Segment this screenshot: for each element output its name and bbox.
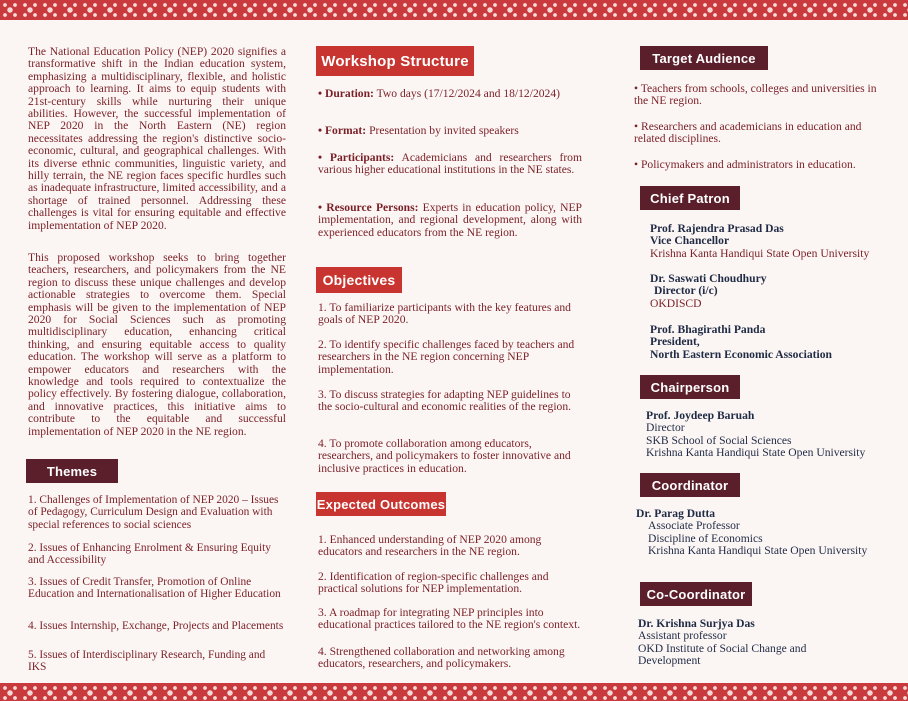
theme-item-1: 1. Challenges of Implementation of NEP 2020 – Issues of Pedagogy, Curriculum Design and Evaluation with special references to social sciences [28,494,279,531]
person-name: Prof. Bhagirathi Panda [650,323,766,336]
person-institution: Krishna Kanta Handiqui State Open University [648,544,868,558]
person-name: Dr. Parag Dutta [636,507,716,520]
intro-paragraph-2: This proposed workshop seeks to bring together teachers, researchers, and policymakers from the NE region to discuss these unique challenges and develop actionable strategies to overcome them. Special emphasis will be given to the implementation of NEP 2020 for Social Sciences such as promoting multidisciplinary education, enhancing critical thinking, and ensuring equitable access to quality education. The workshop will serve as a platform to empower educators and researchers with the knowledge and tools required to contextualize the policy effectively. By fostering dialogue, collaboration, and innovative practices, this initiative aims to contribute to the equitable and successful implementation of NEP 2020 in the NE region. [28,251,286,438]
person-role: Associate Professor [648,519,740,533]
workshop-resource-persons: • Resource Persons: Experts in education policy, NEP implementation, and regional development, along with experienced educators from the NE region. [318,201,582,239]
expected-outcomes-header: Expected Outcomes [316,492,446,516]
theme-item-2: 2. Issues of Enhancing Enrolment & Ensuring Equity and Accessibility [28,542,271,567]
workshop-duration: • Duration: Two days (17/12/2024 and 18/12/2024) [318,87,560,100]
theme-item-4: 4. Issues Internship, Exchange, Projects and Placements [28,620,284,632]
top-decorative-border [0,0,908,20]
person-department: Discipline of Economics [648,531,763,545]
chairperson-header: Chairperson [640,375,740,399]
person-name: Prof. Rajendra Prasad Das [650,222,784,235]
objective-item-1: 1. To familiarize participants with the key features and goals of NEP 2020. [318,301,571,327]
objective-item-2: 2. To identify specific challenges faced by teachers and researchers in the NE region concerning NEP implementation. [318,338,575,376]
middle-panel [310,22,590,681]
coordinator-header: Coordinator [640,473,740,497]
person-name: Dr. Krishna Surjya Das [638,617,755,630]
right-panel [630,22,892,681]
workshop-format: • Format: Presentation by invited speakers [318,124,519,137]
patron-person-1 [650,223,892,260]
chairperson-person [646,410,892,460]
target-audience-header: Target Audience [640,46,768,70]
workshop-participants: • Participants: Academicians and researchers from various higher educational institutions in the NE states. [318,151,582,177]
workshop-structure-header: Workshop Structure [316,46,474,76]
co-coordinator-person [638,618,868,668]
intro-paragraph-1: The National Education Policy (NEP) 2020 signifies a transformative shift in the Indian education system, emphasizing a multidisciplinary, flexible, and holistic approach to learning. It aims to equip students with 21st-century skills while nurturing their unique abilities. However, the successful implementation of NEP 2020 in the North Eastern (NE) region necessitates addressing the region's distinctive socio-economic, cultural, and geographical challenges. With its diverse ethnic communities, linguistic variety, and hilly terrain, the NE region faces specific hurdles such as inadequate infrastructure, limited accessibility, and a shortage of trained personnel. Addressing these challenges is vital for ensuring equitable and effective implementation of NEP 2020. [28,45,286,232]
left-panel [18,22,286,681]
theme-item-5: 5. Issues of Interdisciplinary Research, Funding and IKS [28,649,266,674]
patron-person-2 [650,273,892,310]
coordinator-person [636,508,892,558]
outcome-item-3: 3. A roadmap for integrating NEP principles into educational practices tailored to the NE region's context. [318,606,581,632]
audience-item-2: • Researchers and academicians in education and related disciplines. [634,120,862,146]
person-institution: North Eastern Economic Association [650,347,832,361]
co-coordinator-header: Co-Coordinator [640,582,752,606]
person-role: President, [650,335,700,349]
audience-item-3: • Policymakers and administrators in education. [634,158,856,171]
audience-item-1: • Teachers from schools, colleges and universities in the NE region. [634,82,877,108]
objective-item-4: 4. To promote collaboration among educators, researchers, and policymakers to foster innovative and inclusive practices in education. [318,437,571,475]
themes-header: Themes [26,459,118,483]
outcome-item-1: 1. Enhanced understanding of NEP 2020 among educators and researchers in the NE region. [318,533,542,559]
person-department: SKB School of Social Sciences [646,433,792,447]
person-institution: Krishna Kanta Handiqui State Open University [646,446,866,460]
person-role: Assistant professor [638,629,727,643]
person-name: Dr. Saswati Choudhury [650,272,767,285]
patron-person-3 [650,324,892,361]
person-role: Director [646,421,685,435]
objective-item-3: 3. To discuss strategies for adapting NEP guidelines to the socio-cultural and economic realities of the region. [318,388,572,414]
person-institution: OKDISCD [650,296,702,310]
outcome-item-2: 2. Identification of region-specific challenges and practical solutions for NEP implementation. [318,570,549,596]
person-institution: Krishna Kanta Handiqui State Open University [650,246,870,260]
chief-patron-header: Chief Patron [640,186,740,210]
bottom-decorative-border [0,683,908,701]
outcome-item-4: 4. Strengthened collaboration and networking among educators, researchers, and policymakers. [318,645,565,671]
person-institution: OKD Institute of Social Change and Development [638,641,807,668]
person-name: Prof. Joydeep Baruah [646,409,755,422]
person-role: Director (i/c) [654,284,718,298]
person-role: Vice Chancellor [650,234,730,248]
objectives-header: Objectives [316,267,402,293]
theme-item-3: 3. Issues of Credit Transfer, Promotion of Online Education and Internationalisation of Higher Education [28,576,281,601]
